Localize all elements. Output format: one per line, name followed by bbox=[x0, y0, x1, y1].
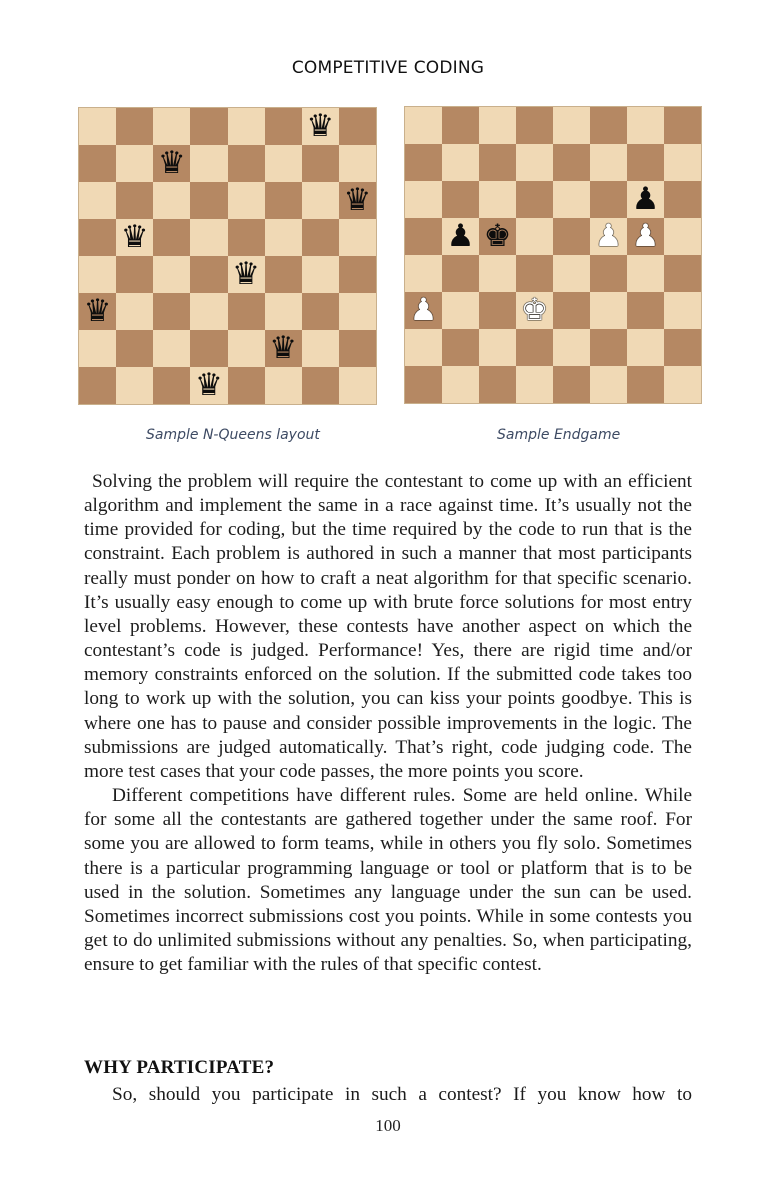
square-b2 bbox=[116, 330, 153, 367]
square-d1 bbox=[190, 367, 227, 404]
square-b2 bbox=[442, 329, 479, 366]
square-h4 bbox=[339, 256, 376, 293]
square-f8 bbox=[265, 108, 302, 145]
square-g4 bbox=[627, 255, 664, 292]
square-f3 bbox=[590, 292, 627, 329]
square-g1 bbox=[627, 366, 664, 403]
square-b5 bbox=[116, 219, 153, 256]
square-f7 bbox=[265, 145, 302, 182]
square-f3 bbox=[265, 293, 302, 330]
square-c4 bbox=[479, 255, 516, 292]
square-e8 bbox=[228, 108, 265, 145]
square-c4 bbox=[153, 256, 190, 293]
square-b4 bbox=[116, 256, 153, 293]
white-pawn-icon: ♟ bbox=[631, 218, 660, 254]
square-b4 bbox=[442, 255, 479, 292]
square-b6 bbox=[116, 182, 153, 219]
paragraph-solving: Solving the problem will require the contestant to come up with an efficient algorithm and implement the same in a race against time. It’s usually not the time provided for coding, but the time required by the code to run that is the constraint. Each problem is authored in such a manner that most participants really must ponder on how to craft a neat algorithm for that specific scenario. It’s usually easy enough to come up with brute force solutions for most entry level problems. However, these contests have another aspect on which the contestant’s code is judged. Performance! Yes, there are rigid time and/or memory constraints enforced on the solution. If the submitted code takes too long to work up with the solution, you can kiss your points goodbye. This is where one has to pause and consider possible improvements in the logic. The submissions are judged automatically. That’s right, code judging code. The more test cases that your code passes, the more points you score. bbox=[84, 471, 692, 782]
endgame-caption: Sample Endgame bbox=[497, 427, 621, 443]
square-h7 bbox=[664, 144, 701, 181]
square-h6 bbox=[339, 182, 376, 219]
square-c5 bbox=[153, 219, 190, 256]
square-f2 bbox=[590, 329, 627, 366]
section-heading: WHY PARTICIPATE? bbox=[84, 1057, 275, 1078]
square-b7 bbox=[442, 144, 479, 181]
square-e6 bbox=[553, 181, 590, 218]
square-a8 bbox=[405, 107, 442, 144]
square-c7 bbox=[153, 145, 190, 182]
square-e1 bbox=[228, 367, 265, 404]
black-pawn-icon: ♟ bbox=[631, 181, 660, 217]
square-g4 bbox=[302, 256, 339, 293]
square-g7 bbox=[302, 145, 339, 182]
square-d7 bbox=[190, 145, 227, 182]
square-g2 bbox=[627, 329, 664, 366]
square-h8 bbox=[664, 107, 701, 144]
square-c1 bbox=[479, 366, 516, 403]
black-queen-icon: ♛ bbox=[83, 293, 112, 329]
square-g3 bbox=[302, 293, 339, 330]
square-e2 bbox=[553, 329, 590, 366]
square-e7 bbox=[553, 144, 590, 181]
black-queen-icon: ♛ bbox=[269, 330, 298, 366]
square-a7 bbox=[79, 145, 116, 182]
black-queen-icon: ♛ bbox=[157, 145, 186, 181]
square-g6 bbox=[627, 181, 664, 218]
square-c7 bbox=[479, 144, 516, 181]
square-g8 bbox=[302, 108, 339, 145]
square-e5 bbox=[228, 219, 265, 256]
n-queens-board bbox=[78, 107, 377, 405]
square-d8 bbox=[190, 108, 227, 145]
square-g2 bbox=[302, 330, 339, 367]
square-d2 bbox=[190, 330, 227, 367]
square-b1 bbox=[442, 366, 479, 403]
black-queen-icon: ♛ bbox=[306, 108, 335, 144]
square-e5 bbox=[553, 218, 590, 255]
square-g6 bbox=[302, 182, 339, 219]
square-f8 bbox=[590, 107, 627, 144]
square-g5 bbox=[302, 219, 339, 256]
square-b8 bbox=[116, 108, 153, 145]
square-a3 bbox=[79, 293, 116, 330]
square-a2 bbox=[79, 330, 116, 367]
square-c2 bbox=[479, 329, 516, 366]
square-e4 bbox=[228, 256, 265, 293]
square-f1 bbox=[265, 367, 302, 404]
paragraph-why-participate: So, should you participate in such a contest? If you know how to bbox=[112, 1084, 692, 1105]
square-c8 bbox=[479, 107, 516, 144]
square-c2 bbox=[153, 330, 190, 367]
square-g5 bbox=[627, 218, 664, 255]
square-c3 bbox=[153, 293, 190, 330]
n-queens-caption: Sample N-Queens layout bbox=[146, 427, 320, 443]
square-g8 bbox=[627, 107, 664, 144]
square-h8 bbox=[339, 108, 376, 145]
square-a1 bbox=[79, 367, 116, 404]
square-a4 bbox=[405, 255, 442, 292]
square-d5 bbox=[516, 218, 553, 255]
square-e8 bbox=[553, 107, 590, 144]
square-d8 bbox=[516, 107, 553, 144]
square-c6 bbox=[479, 181, 516, 218]
square-d6 bbox=[190, 182, 227, 219]
square-d4 bbox=[190, 256, 227, 293]
page-number: 100 bbox=[375, 1116, 401, 1135]
square-g7 bbox=[627, 144, 664, 181]
square-c3 bbox=[479, 292, 516, 329]
square-c5 bbox=[479, 218, 516, 255]
black-queen-icon: ♛ bbox=[120, 219, 149, 255]
square-c1 bbox=[153, 367, 190, 404]
endgame-board bbox=[404, 106, 702, 404]
square-h3 bbox=[339, 293, 376, 330]
square-e2 bbox=[228, 330, 265, 367]
square-b5 bbox=[442, 218, 479, 255]
square-f6 bbox=[590, 181, 627, 218]
square-f5 bbox=[590, 218, 627, 255]
square-h5 bbox=[664, 218, 701, 255]
square-a6 bbox=[79, 182, 116, 219]
square-g1 bbox=[302, 367, 339, 404]
square-h7 bbox=[339, 145, 376, 182]
square-b7 bbox=[116, 145, 153, 182]
square-c6 bbox=[153, 182, 190, 219]
square-a2 bbox=[405, 329, 442, 366]
black-queen-icon: ♛ bbox=[195, 367, 223, 403]
black-pawn-icon: ♟ bbox=[446, 218, 475, 254]
square-f1 bbox=[590, 366, 627, 403]
body-text bbox=[84, 470, 692, 977]
square-g3 bbox=[627, 292, 664, 329]
paragraph-rules: Different competitions have different rules. Some are held online. While for some all the contestants are gathered together under the same roof. For some you are allowed to form teams, while in others you fly solo. Sometimes there is a particular programming language or tool or platform that is to be used in the solution. Sometimes any language under the sun can be used. Sometimes incorrect submissions cost you points. While in some contests you get to do unlimited submissions without any penalties. So, when participating, ensure to get familiar with the rules of that specific contest. bbox=[84, 785, 692, 976]
square-d2 bbox=[516, 329, 553, 366]
square-f4 bbox=[590, 255, 627, 292]
square-a5 bbox=[79, 219, 116, 256]
square-b1 bbox=[116, 367, 153, 404]
square-e7 bbox=[228, 145, 265, 182]
square-a6 bbox=[405, 181, 442, 218]
square-d5 bbox=[190, 219, 227, 256]
square-h6 bbox=[664, 181, 701, 218]
black-king-icon: ♚ bbox=[483, 218, 512, 254]
square-f5 bbox=[265, 219, 302, 256]
running-head: COMPETITIVE CODING bbox=[291, 58, 485, 78]
square-h1 bbox=[664, 366, 701, 403]
square-b3 bbox=[116, 293, 153, 330]
square-h5 bbox=[339, 219, 376, 256]
square-d6 bbox=[516, 181, 553, 218]
white-pawn-icon: ♟ bbox=[409, 292, 438, 328]
square-e6 bbox=[228, 182, 265, 219]
square-d3 bbox=[516, 292, 553, 329]
square-e4 bbox=[553, 255, 590, 292]
square-d7 bbox=[516, 144, 553, 181]
square-b3 bbox=[442, 292, 479, 329]
square-e3 bbox=[553, 292, 590, 329]
square-a3 bbox=[405, 292, 442, 329]
square-f4 bbox=[265, 256, 302, 293]
square-a4 bbox=[79, 256, 116, 293]
square-h2 bbox=[664, 329, 701, 366]
white-king-icon: ♚ bbox=[520, 292, 549, 328]
square-h2 bbox=[339, 330, 376, 367]
square-b8 bbox=[442, 107, 479, 144]
square-f2 bbox=[265, 330, 302, 367]
square-b6 bbox=[442, 181, 479, 218]
square-d4 bbox=[516, 255, 553, 292]
black-queen-icon: ♛ bbox=[343, 182, 372, 218]
square-a8 bbox=[79, 108, 116, 145]
square-d3 bbox=[190, 293, 227, 330]
square-f7 bbox=[590, 144, 627, 181]
black-queen-icon: ♛ bbox=[232, 256, 260, 292]
square-h1 bbox=[339, 367, 376, 404]
square-a1 bbox=[405, 366, 442, 403]
square-f6 bbox=[265, 182, 302, 219]
white-pawn-icon: ♟ bbox=[594, 218, 623, 254]
square-e3 bbox=[228, 293, 265, 330]
square-c8 bbox=[153, 108, 190, 145]
square-h3 bbox=[664, 292, 701, 329]
square-a7 bbox=[405, 144, 442, 181]
square-d1 bbox=[516, 366, 553, 403]
square-a5 bbox=[405, 218, 442, 255]
square-e1 bbox=[553, 366, 590, 403]
square-h4 bbox=[664, 255, 701, 292]
